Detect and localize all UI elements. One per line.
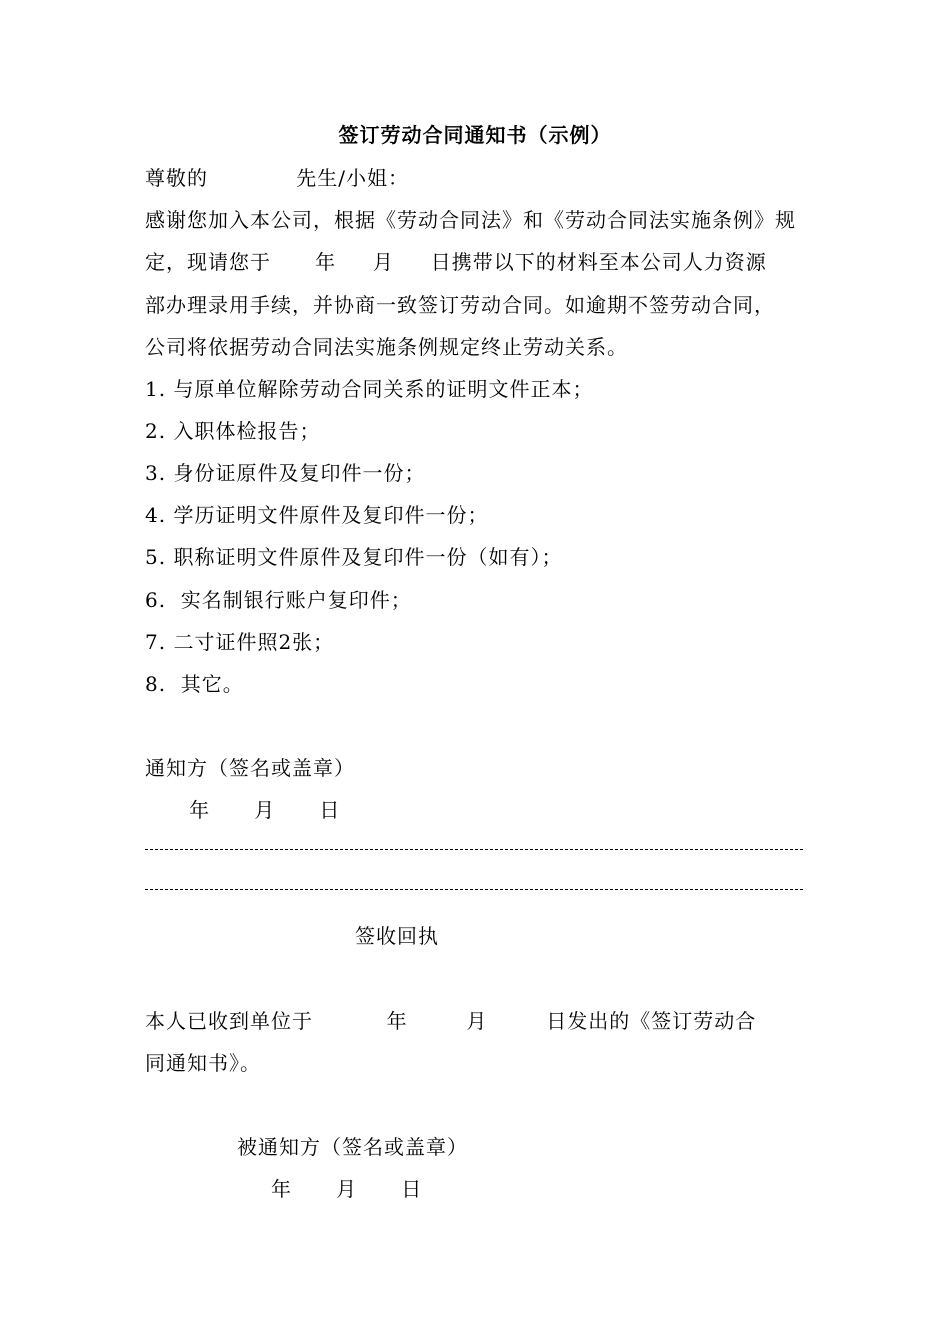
body-line-1: 感谢您加入本公司，根据《劳动合同法》和《劳动合同法实施条例》规 [145,208,796,232]
material-item-8: 8. 其它。 [145,672,244,696]
notifier-date: 年 月 日 [145,798,341,822]
receipt-title: 签收回执 [355,924,439,948]
body-line-4: 公司将依据劳动合同法实施条例规定终止劳动关系。 [145,335,628,359]
material-item-2: 2. 入职体检报告； [145,419,321,443]
receipt-text-line-2: 同通知书》。 [145,1051,261,1075]
recipient-date: 年 月 日 [271,1177,423,1201]
greeting: 尊敬的 先生/小姐： [145,166,410,190]
body-line-2: 定，现请您于 年 月 日携带以下的材料至本公司人力资源 [145,250,767,274]
document-title: 签订劳动合同通知书（示例） [338,123,612,147]
notifier-signature-label: 通知方（签名或盖章） [145,756,355,780]
material-item-6: 6. 实名制银行账户复印件； [145,588,412,612]
material-item-3: 3. 身份证原件及复印件一份； [145,461,426,485]
body-line-3: 部办理录用手续，并协商一致签订劳动合同。如逾期不签劳动合同， [145,293,775,317]
receipt-text-line-1: 本人已收到单位于 年 月 日发出的《签订劳动合 [145,1009,757,1033]
material-item-5: 5. 职称证明文件原件及复印件一份（如有）； [145,545,563,569]
cut-line-bottom [145,889,803,890]
recipient-signature-label: 被通知方（签名或盖章） [237,1135,468,1159]
material-item-1: 1. 与原单位解除劳动合同关系的证明文件正本； [145,377,594,401]
material-item-7: 7. 二寸证件照2张； [145,630,335,654]
cut-line-top [145,849,803,850]
material-item-4: 4. 学历证明文件原件及复印件一份； [145,503,489,527]
